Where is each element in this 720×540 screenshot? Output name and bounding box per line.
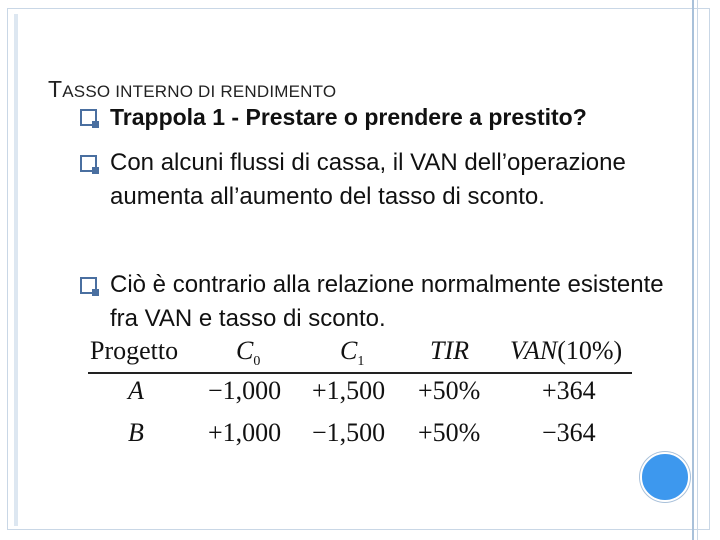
row-b-c1: −1,500 bbox=[312, 418, 386, 447]
header-c0 bbox=[236, 336, 260, 370]
row-b-progetto: B bbox=[128, 418, 144, 447]
header-van bbox=[510, 336, 622, 366]
title-initial: T bbox=[48, 76, 63, 102]
title-rest: ASSO INTERNO DI RENDIMENTO bbox=[62, 82, 337, 101]
row-b-tir: +50% bbox=[418, 418, 481, 447]
decorative-circle bbox=[640, 452, 690, 502]
row-a-van: +364 bbox=[542, 376, 596, 405]
header-tir: TIR bbox=[430, 336, 469, 365]
bullet-1-text: Trappola 1 - Prestare o prendere a prestito? bbox=[110, 104, 587, 130]
frame-left-bar bbox=[14, 14, 18, 526]
slide-title bbox=[48, 76, 336, 103]
bullet-2 bbox=[80, 146, 690, 214]
row-a-c0: −1,000 bbox=[208, 376, 282, 405]
row-b-c0: +1,000 bbox=[208, 418, 282, 447]
bullet-1 bbox=[80, 100, 690, 134]
table-header-rule bbox=[88, 372, 632, 374]
frame-right-rule bbox=[692, 0, 694, 540]
row-b-van: −364 bbox=[542, 418, 596, 447]
header-van-rate: (10%) bbox=[557, 336, 623, 365]
header-c1 bbox=[340, 336, 364, 370]
row-a-progetto: A bbox=[128, 376, 144, 405]
row-a-c1: +1,500 bbox=[312, 376, 386, 405]
checkbox-bullet-icon bbox=[80, 277, 97, 294]
bullet-2-text: Con alcuni flussi di cassa, il VAN dell’operazione aumenta all’aumento del tasso di sconto. bbox=[110, 149, 626, 210]
checkbox-bullet-icon bbox=[80, 109, 97, 126]
frame-right-rule-thin bbox=[697, 0, 698, 540]
bullet-3 bbox=[80, 268, 690, 336]
header-c0-letter: C bbox=[236, 336, 254, 365]
header-c1-letter: C bbox=[340, 336, 358, 365]
checkbox-bullet-icon bbox=[80, 155, 97, 172]
header-van-label: VAN bbox=[510, 336, 558, 365]
cash-flow-table bbox=[88, 336, 636, 456]
bullet-3-text: Ciò è contrario alla relazione normalmente esistente fra VAN e tasso di sconto. bbox=[110, 271, 664, 332]
header-c1-sub: 1 bbox=[357, 354, 365, 370]
header-progetto: Progetto bbox=[90, 336, 179, 365]
header-c0-sub: 0 bbox=[253, 354, 261, 370]
row-a-tir: +50% bbox=[418, 376, 481, 405]
